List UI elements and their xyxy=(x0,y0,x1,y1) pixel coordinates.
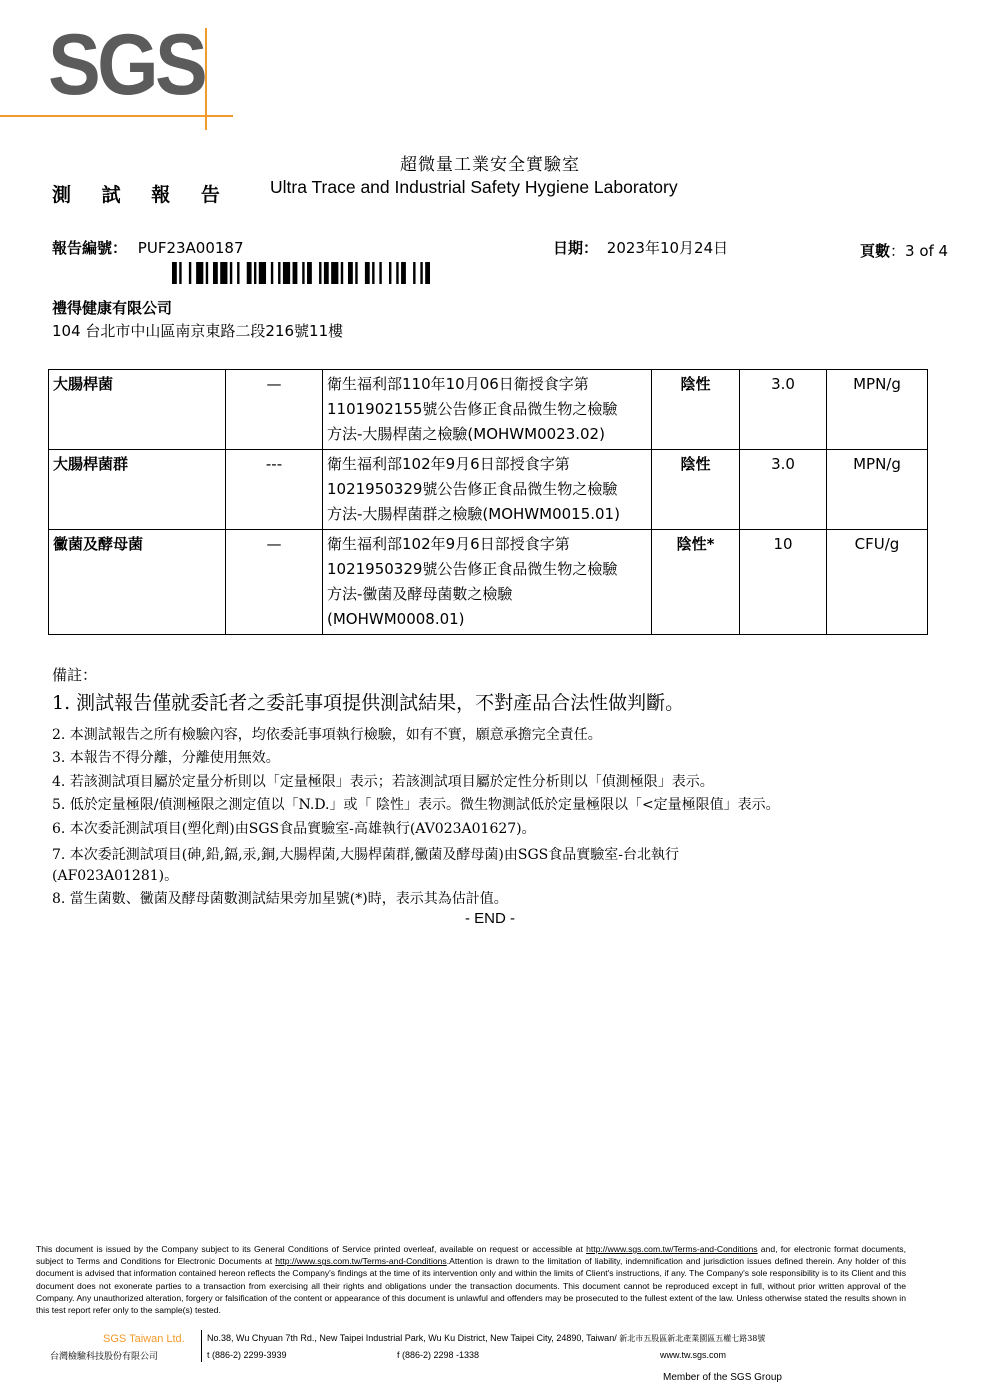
barcode-bar xyxy=(220,262,227,284)
test-method-cell xyxy=(323,530,652,635)
report-number: PUF23A00187 xyxy=(137,239,244,257)
disclaimer-text-1: This document is issued by the Company subject to its General Conditions of Service printed overleaf, available on request or accessible at xyxy=(36,1244,587,1254)
company-name-chinese: 台灣檢驗科技股份有限公司 xyxy=(50,1352,159,1362)
cas-number-cell: --- xyxy=(226,450,323,530)
barcode-bar xyxy=(379,262,381,284)
logo-horizontal-line xyxy=(0,115,233,117)
note-1: 1. 測試報告僅就委託者之委託事項提供測試結果，不對產品合法性做判斷。 xyxy=(52,692,685,714)
barcode-bar xyxy=(420,262,422,284)
barcode-bar xyxy=(271,262,273,284)
barcode-bar xyxy=(172,262,177,284)
method-line: 方法-黴菌及酵母菌數之檢驗 xyxy=(327,585,513,603)
disclaimer-text-3: .Attention is drawn to the limitation of liability, indemnification and jurisdiction issues defined therein. Any holder of this document is advised that information contained hereon reflects the Company's findings at the time of its intervention only and within the limits of Client's instructions, if any. The Company's sole responsibility is to its Client and this document does not exonerate parties to a transaction from exercising all their rights and obligations under the transaction documents. This document cannot be reproduced except in full, without prior written approval of the Company. Any unauthorized alteration, forgery or falsification of the content or appearance of this document is unlawful and offenders may be prosecuted to the fullest extent of the law. Unless otherwise stated the results shown in this test report refer only to the sample(s) tested. xyxy=(36,1256,906,1316)
barcode-bar xyxy=(355,262,357,284)
page-value: ：3 of 4 xyxy=(890,242,949,260)
report-date: 2023年10月24日 xyxy=(606,239,729,257)
method-line: 1021950329號公告修正食品微生物之檢驗 xyxy=(327,480,618,498)
barcode-bar xyxy=(425,262,430,284)
method-line: 衛生福利部102年9月6日部授食字第 xyxy=(327,455,570,473)
note-6: 6. 本次委託測試項目(塑化劑)由SGS食品實驗室-高雄執行(AV023A01627)。 xyxy=(52,821,536,837)
unit-cell: MPN/g xyxy=(827,450,928,530)
note-8: 8. 當生菌數、黴菌及酵母菌數測試結果旁加星號(*)時，表示其為估計值。 xyxy=(52,891,508,907)
logo-vertical-line xyxy=(205,28,207,130)
barcode-bar xyxy=(206,262,208,284)
footer-phone: t (886-2) 2299-3939 xyxy=(207,1350,287,1360)
method-line: 1021950329號公告修正食品微生物之檢驗 xyxy=(327,560,618,578)
cas-number-cell: — xyxy=(226,370,323,450)
barcode-bar xyxy=(213,262,218,284)
method-line: 方法-大腸桿菌之檢驗(MOHWM0023.02) xyxy=(327,425,605,443)
lab-name-english: Ultra Trace and Industrial Safety Hygiene Laboratory xyxy=(270,177,678,197)
barcode-bar xyxy=(254,262,256,284)
barcode-bar xyxy=(307,262,312,284)
footer-address xyxy=(207,1333,765,1344)
test-item-cell: 大腸桿菌 xyxy=(49,370,226,450)
barcode-bar xyxy=(372,262,374,284)
note-2: 2. 本測試報告之所有檢驗內容，均依委託事項執行檢驗，如有不實，願意承擔完全責任。 xyxy=(52,727,602,743)
barcode-bar xyxy=(230,262,232,284)
barcode-bar xyxy=(237,262,239,284)
method-line: 衛生福利部102年9月6日部授食字第 xyxy=(327,535,570,553)
date-row xyxy=(553,237,728,258)
barcode-bar xyxy=(283,262,290,284)
unit-cell: CFU/g xyxy=(827,530,928,635)
page-label: 頁數 xyxy=(860,242,891,260)
detection-limit-cell: 3.0 xyxy=(740,450,827,530)
test-result-cell: 陰性 xyxy=(652,370,740,450)
report-number-row xyxy=(52,237,244,258)
footer-website[interactable]: www.tw.sgs.com xyxy=(660,1350,727,1360)
barcode-bar xyxy=(331,262,338,284)
barcode-bar xyxy=(179,262,181,284)
report-number-label: 報告編號： xyxy=(52,239,128,257)
barcode-bar xyxy=(348,262,353,284)
test-method-cell xyxy=(323,370,652,450)
footer-divider xyxy=(201,1330,202,1362)
test-item-cell: 黴菌及酵母菌 xyxy=(49,530,226,635)
method-line: 方法-大腸桿菌群之檢驗(MOHWM0015.01) xyxy=(327,505,620,523)
sgs-taiwan-name: SGS Taiwan Ltd. xyxy=(103,1333,185,1345)
end-marker: - END - xyxy=(465,910,515,927)
method-line: 1101902155號公告修正食品微生物之檢驗 xyxy=(327,400,618,418)
barcode-bar xyxy=(319,262,321,284)
note-4: 4. 若該測試項目屬於定量分析則以「定量極限」表示；若該測試項目屬於定性分析則以「偵測極限」表示。 xyxy=(52,774,714,790)
test-result-cell: 陰性 xyxy=(652,450,740,530)
method-line: 衛生福利部110年10月06日衛授食字第 xyxy=(327,375,589,393)
date-label: 日期： xyxy=(553,239,599,257)
note-3: 3. 本報告不得分離，分離使用無效。 xyxy=(52,750,280,766)
lab-name-chinese: 超微量工業安全實驗室 xyxy=(400,155,580,175)
barcode-bar xyxy=(293,262,298,284)
barcode-bar xyxy=(389,262,391,284)
legal-disclaimer xyxy=(36,1243,906,1316)
barcode-bar xyxy=(324,262,329,284)
barcode-bar xyxy=(365,262,370,284)
detection-limit-cell: 10 xyxy=(740,530,827,635)
barcode-bar xyxy=(189,262,191,284)
table-row xyxy=(49,530,928,635)
barcode-bar xyxy=(247,262,252,284)
client-address: 104 台北市中山區南京東路二段216號11樓 xyxy=(52,322,344,340)
detection-limit-cell: 3.0 xyxy=(740,370,827,450)
barcode-bar xyxy=(259,262,266,284)
barcode-bar xyxy=(413,262,415,284)
barcode-bar xyxy=(278,262,280,284)
disclaimer-text-2: and, for electronic format documents, subject to Terms and Conditions for Electronic Documents at xyxy=(36,1244,906,1267)
note-7-continued: (AF023A01281)。 xyxy=(52,868,179,884)
table-row xyxy=(49,450,928,530)
terms-link-1[interactable]: http://www.sgs.com.tw/Terms-and-Conditions xyxy=(586,1244,758,1254)
method-line: (MOHWM0008.01) xyxy=(327,610,465,628)
cas-number-cell: — xyxy=(226,530,323,635)
page-row xyxy=(860,240,948,261)
test-method-cell xyxy=(323,450,652,530)
footer-address-en: No.38, Wu Chyuan 7th Rd., New Taipei Industrial Park, Wu Ku District, New Taipei City, 24890, Taiwan/ xyxy=(207,1333,617,1343)
test-result-cell: 陰性* xyxy=(652,530,740,635)
barcode-bar xyxy=(401,262,406,284)
terms-link-2[interactable]: http://www.sgs.com.tw/Terms-and-Conditions xyxy=(275,1256,447,1267)
barcode xyxy=(172,262,430,284)
notes-title: 備註： xyxy=(52,666,98,684)
report-title: 測 試 報 告 xyxy=(52,184,232,206)
client-name: 禮得健康有限公司 xyxy=(52,299,173,317)
barcode-bar xyxy=(396,262,398,284)
barcode-bar xyxy=(341,262,343,284)
sgs-logo: SGS xyxy=(48,17,205,113)
note-5: 5. 低於定量極限/偵測極限之測定值以「N.D.」或「 陰性」表示。微生物測試低於定量極限以「<定量極限值」表示。 xyxy=(52,797,780,813)
results-table xyxy=(48,369,928,635)
barcode-bar xyxy=(302,262,304,284)
test-item-cell: 大腸桿菌群 xyxy=(49,450,226,530)
footer-address-cn: 新北市五股區新北產業園區五權七路38號 xyxy=(619,1334,766,1343)
unit-cell: MPN/g xyxy=(827,370,928,450)
note-7: 7. 本次委託測試項目(砷,鉛,鎘,汞,銅,大腸桿菌,大腸桿菌群,黴菌及酵母菌)由SGS食品實驗室-台北執行 xyxy=(52,847,679,863)
table-row xyxy=(49,370,928,450)
member-of-sgs-group: Member of the SGS Group xyxy=(663,1372,782,1383)
barcode-bar xyxy=(196,262,203,284)
footer-fax: f (886-2) 2298 -1338 xyxy=(397,1350,480,1360)
